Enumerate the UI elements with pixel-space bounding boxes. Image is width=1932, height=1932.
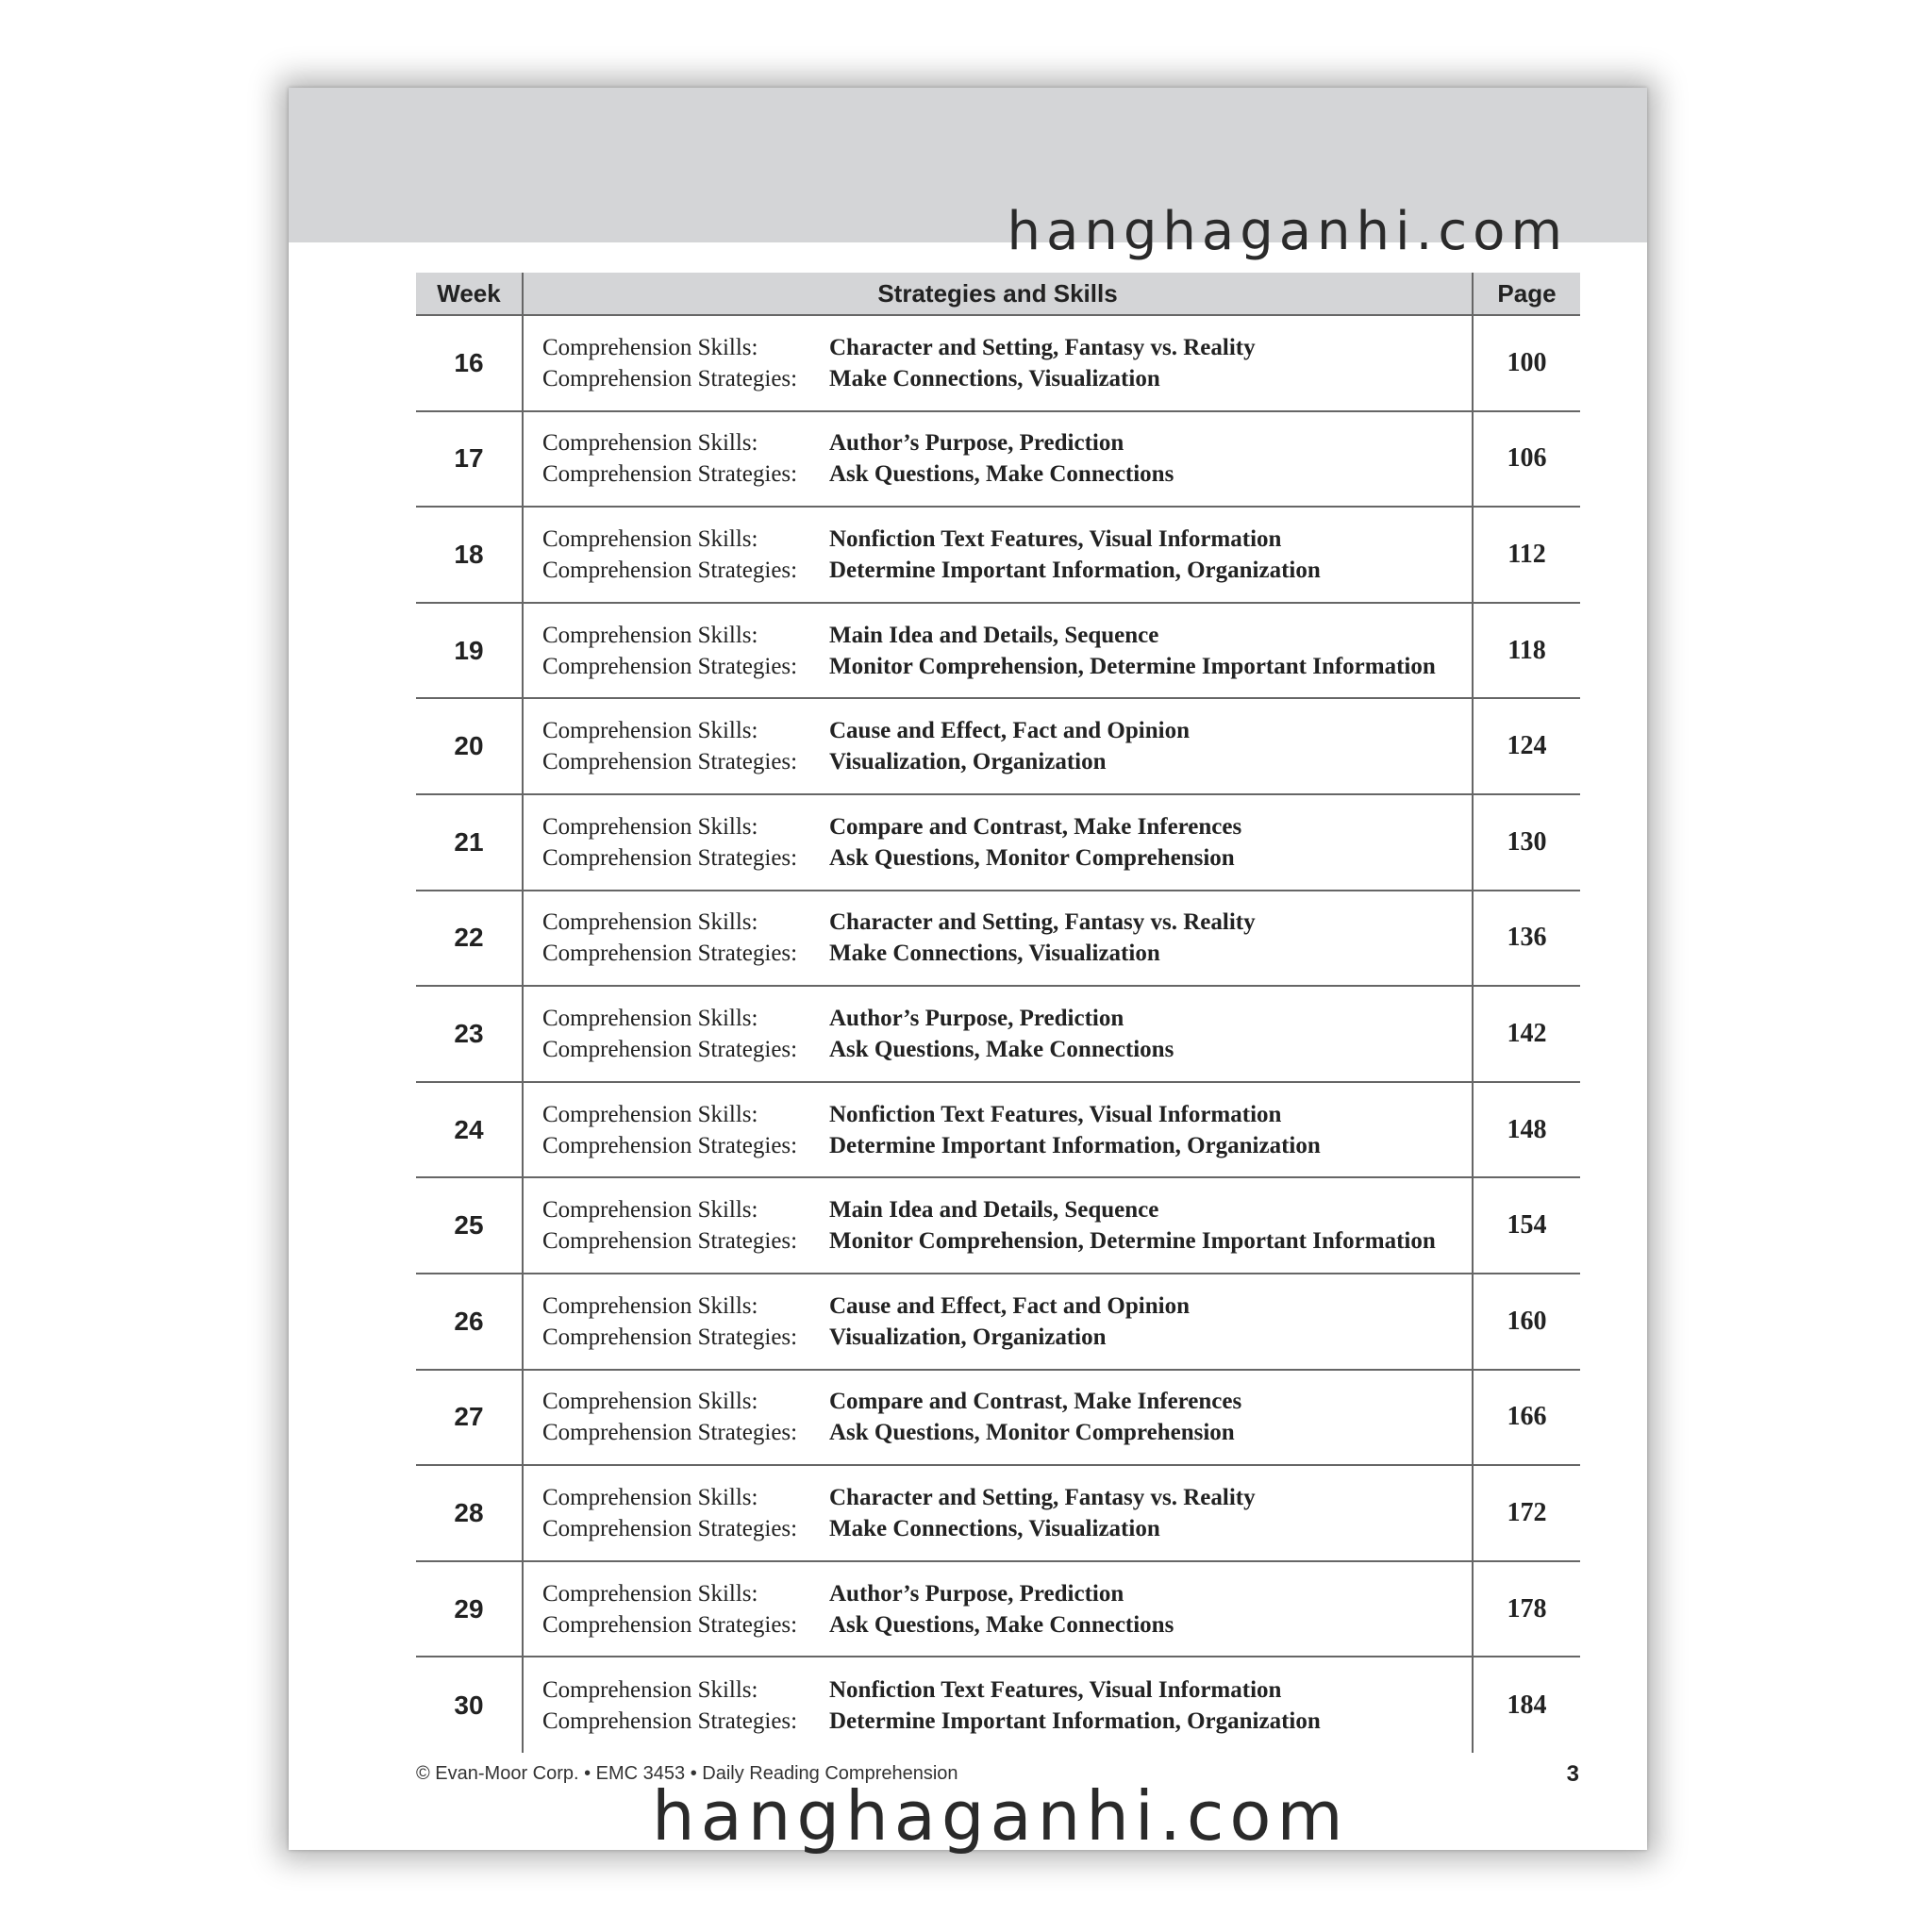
week-number: 24	[416, 1082, 523, 1178]
skills-line	[542, 1674, 1472, 1706]
skills-label: Comprehension Skills:	[542, 622, 758, 648]
strategies-line	[542, 458, 1472, 490]
page-number: 100	[1473, 315, 1580, 411]
week-number: 29	[416, 1561, 523, 1657]
strategies-line	[542, 842, 1472, 874]
skills-label: Comprehension Skills:	[542, 1676, 758, 1703]
strategies-line	[542, 1706, 1472, 1737]
table-row	[416, 698, 1580, 794]
strategies-label: Comprehension Strategies:	[542, 749, 798, 775]
page-number: 172	[1473, 1465, 1580, 1561]
page-number: 112	[1473, 507, 1580, 603]
skills-label: Comprehension Skills:	[542, 718, 758, 744]
strategies-line	[542, 555, 1472, 586]
strategies-and-skills-cell	[523, 1370, 1473, 1466]
strategies-label: Comprehension Strategies:	[542, 557, 798, 583]
strategies-value: Ask Questions, Make Connections	[829, 1036, 1174, 1062]
skills-label: Comprehension Skills:	[542, 1580, 758, 1607]
week-number: 28	[416, 1465, 523, 1561]
footer-page-number: 3	[1566, 1761, 1579, 1787]
strategies-line	[542, 651, 1472, 682]
strategies-value: Make Connections, Visualization	[829, 941, 1160, 967]
skills-line	[542, 1099, 1472, 1130]
page-number: 148	[1473, 1082, 1580, 1178]
table-row	[416, 1082, 1580, 1178]
table-row	[416, 1561, 1580, 1657]
skills-value: Character and Setting, Fantasy vs. Reality	[829, 1484, 1256, 1510]
page-number: 160	[1473, 1274, 1580, 1370]
strategies-label: Comprehension Strategies:	[542, 1036, 798, 1062]
strategies-label: Comprehension Strategies:	[542, 1515, 798, 1541]
table-row	[416, 986, 1580, 1082]
strategies-value: Visualization, Organization	[829, 749, 1107, 775]
header-page: Page	[1473, 273, 1580, 315]
strategies-line	[542, 1322, 1472, 1353]
skills-line	[542, 1291, 1472, 1322]
strategies-value: Make Connections, Visualization	[829, 1515, 1160, 1541]
skills-value: Nonfiction Text Features, Visual Information	[829, 1101, 1282, 1127]
skills-label: Comprehension Skills:	[542, 525, 758, 552]
skills-value: Author’s Purpose, Prediction	[829, 430, 1124, 457]
strategies-line	[542, 1034, 1472, 1065]
skills-line	[542, 1578, 1472, 1609]
strategies-label: Comprehension Strategies:	[542, 941, 798, 967]
strategies-label: Comprehension Strategies:	[542, 1324, 798, 1350]
book-page	[289, 88, 1647, 1856]
skills-value: Nonfiction Text Features, Visual Information	[829, 525, 1282, 552]
strategies-label: Comprehension Strategies:	[542, 1228, 798, 1255]
strategies-value: Determine Important Information, Organization	[829, 1707, 1321, 1734]
strategies-label: Comprehension Strategies:	[542, 844, 798, 871]
skills-value: Character and Setting, Fantasy vs. Reality	[829, 334, 1256, 360]
strategies-and-skills-cell	[523, 603, 1473, 699]
skills-line	[542, 427, 1472, 458]
strategies-and-skills-cell	[523, 986, 1473, 1082]
watermark-top: hanghaganhi.com	[1007, 201, 1568, 262]
strategies-and-skills-cell	[523, 794, 1473, 891]
strategies-value: Ask Questions, Make Connections	[829, 1611, 1174, 1638]
skills-label: Comprehension Skills:	[542, 1292, 758, 1319]
week-number: 23	[416, 986, 523, 1082]
page-number: 106	[1473, 411, 1580, 508]
strategies-label: Comprehension Strategies:	[542, 461, 798, 488]
strategies-value: Determine Important Information, Organization	[829, 557, 1321, 583]
page-number: 130	[1473, 794, 1580, 891]
week-number: 21	[416, 794, 523, 891]
page-number: 118	[1473, 603, 1580, 699]
skills-value: Nonfiction Text Features, Visual Information	[829, 1676, 1282, 1703]
week-number: 18	[416, 507, 523, 603]
table-row	[416, 507, 1580, 603]
week-number: 27	[416, 1370, 523, 1466]
skills-label: Comprehension Skills:	[542, 1101, 758, 1127]
skills-line	[542, 1003, 1472, 1034]
skills-value: Author’s Purpose, Prediction	[829, 1005, 1124, 1031]
table-row	[416, 603, 1580, 699]
strategies-and-skills-cell	[523, 1177, 1473, 1274]
strategies-and-skills-cell	[523, 1082, 1473, 1178]
strategies-label: Comprehension Strategies:	[542, 1420, 798, 1446]
skills-line	[542, 620, 1472, 651]
strategies-and-skills-cell	[523, 1561, 1473, 1657]
page-number: 154	[1473, 1177, 1580, 1274]
skills-value: Main Idea and Details, Sequence	[829, 1197, 1159, 1224]
skills-value: Cause and Effect, Fact and Opinion	[829, 718, 1190, 744]
page-number: 178	[1473, 1561, 1580, 1657]
contents-table	[416, 273, 1580, 1753]
strategies-and-skills-cell	[523, 891, 1473, 987]
strategies-line	[542, 1225, 1472, 1257]
table-row	[416, 1657, 1580, 1753]
table-row	[416, 1177, 1580, 1274]
strategies-and-skills-cell	[523, 507, 1473, 603]
skills-value: Main Idea and Details, Sequence	[829, 622, 1159, 648]
strategies-label: Comprehension Strategies:	[542, 365, 798, 391]
table-row	[416, 315, 1580, 411]
skills-line	[542, 907, 1472, 938]
strategies-value: Ask Questions, Make Connections	[829, 461, 1174, 488]
skills-line	[542, 715, 1472, 746]
strategies-label: Comprehension Strategies:	[542, 1132, 798, 1158]
skills-value: Cause and Effect, Fact and Opinion	[829, 1292, 1190, 1319]
strategies-value: Ask Questions, Monitor Comprehension	[829, 1420, 1235, 1446]
header-strategies-and-skills: Strategies and Skills	[523, 273, 1473, 315]
strategies-and-skills-cell	[523, 698, 1473, 794]
strategies-value: Determine Important Information, Organization	[829, 1132, 1321, 1158]
week-number: 17	[416, 411, 523, 508]
strategies-value: Make Connections, Visualization	[829, 365, 1160, 391]
skills-label: Comprehension Skills:	[542, 1005, 758, 1031]
strategies-label: Comprehension Strategies:	[542, 1707, 798, 1734]
table-row	[416, 411, 1580, 508]
skills-value: Character and Setting, Fantasy vs. Reality	[829, 909, 1256, 936]
strategies-label: Comprehension Strategies:	[542, 653, 798, 679]
skills-line	[542, 1386, 1472, 1417]
strategies-line	[542, 1609, 1472, 1641]
table-row	[416, 794, 1580, 891]
skills-line	[542, 524, 1472, 555]
strategies-and-skills-cell	[523, 1465, 1473, 1561]
skills-line	[542, 1194, 1472, 1225]
footer-credit: © Evan-Moor Corp. • EMC 3453 • Daily Reading Comprehension	[416, 1763, 958, 1784]
header-week: Week	[416, 273, 523, 315]
week-number: 30	[454, 1690, 484, 1720]
strategies-and-skills-cell	[523, 1274, 1473, 1370]
strategies-value: Ask Questions, Monitor Comprehension	[829, 844, 1235, 871]
strategies-value: Monitor Comprehension, Determine Important Information	[829, 653, 1436, 679]
week-number: 26	[416, 1274, 523, 1370]
table-row	[416, 1274, 1580, 1370]
strategies-and-skills-cell	[523, 411, 1473, 508]
strategies-line	[542, 1513, 1472, 1544]
week-number: 16	[416, 315, 523, 411]
strategies-value: Visualization, Organization	[829, 1324, 1107, 1350]
table-row	[416, 891, 1580, 987]
table-row	[416, 1370, 1580, 1466]
strategies-line	[542, 746, 1472, 777]
skills-label: Comprehension Skills:	[542, 813, 758, 840]
table-header	[416, 273, 1580, 315]
strategies-and-skills-cell	[523, 315, 1473, 411]
skills-label: Comprehension Skills:	[542, 334, 758, 360]
week-number: 22	[416, 891, 523, 987]
skills-value: Compare and Contrast, Make Inferences	[829, 1389, 1242, 1415]
skills-label: Comprehension Skills:	[542, 909, 758, 936]
skills-line	[542, 332, 1472, 363]
skills-label: Comprehension Skills:	[542, 1389, 758, 1415]
page-number: 142	[1473, 986, 1580, 1082]
watermark-bottom: hanghaganhi.com	[652, 1776, 1349, 1856]
skills-label: Comprehension Skills:	[542, 1484, 758, 1510]
skills-label: Comprehension Skills:	[542, 1197, 758, 1224]
skills-label: Comprehension Skills:	[542, 430, 758, 457]
week-number: 20	[416, 698, 523, 794]
page-number: 166	[1473, 1370, 1580, 1466]
strategies-line	[542, 363, 1472, 394]
strategies-line	[542, 938, 1472, 969]
strategies-value: Monitor Comprehension, Determine Important Information	[829, 1228, 1436, 1255]
strategies-line	[542, 1417, 1472, 1448]
table-row	[416, 1465, 1580, 1561]
week-number: 19	[416, 603, 523, 699]
page-number: 136	[1473, 891, 1580, 987]
strategies-and-skills-cell	[523, 1657, 1473, 1753]
skills-line	[542, 811, 1472, 842]
week-number: 25	[416, 1177, 523, 1274]
skills-value: Author’s Purpose, Prediction	[829, 1580, 1124, 1607]
page-number: 184	[1507, 1690, 1547, 1720]
skills-value: Compare and Contrast, Make Inferences	[829, 813, 1242, 840]
skills-line	[542, 1482, 1472, 1513]
strategies-line	[542, 1130, 1472, 1161]
table-body	[416, 315, 1580, 1753]
strategies-label: Comprehension Strategies:	[542, 1611, 798, 1638]
page-number: 124	[1473, 698, 1580, 794]
